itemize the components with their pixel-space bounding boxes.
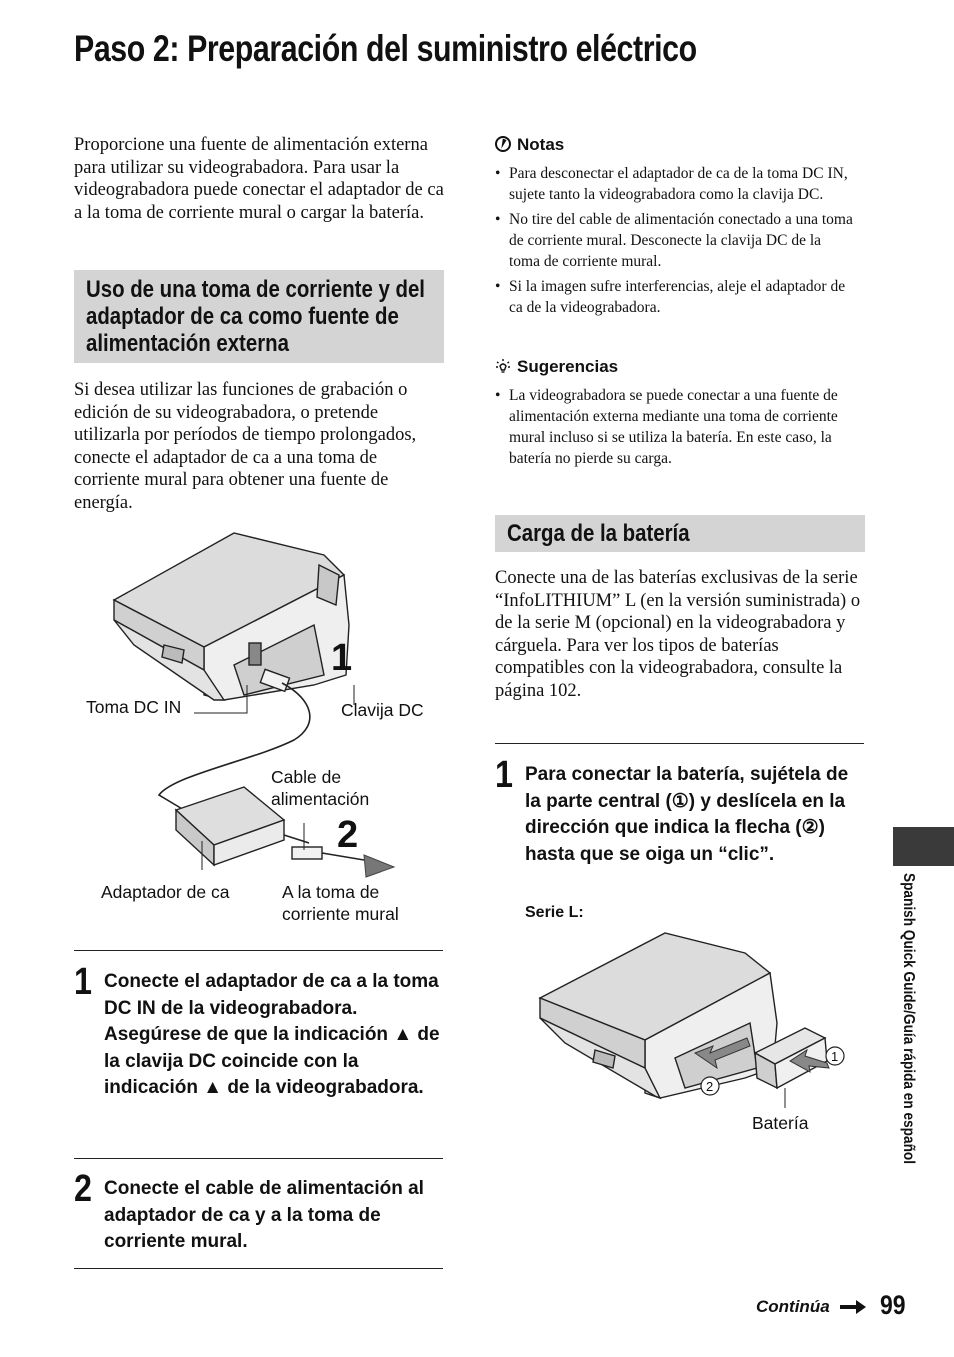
label-battery: Batería [752, 1113, 809, 1133]
list-item: • La videograbadora se puede conectar a una fuente de alimentación externa mediante una toma de corriente mural incluso si se utiliza la batería. En este caso, la batería no pierde su carga. [495, 385, 855, 469]
divider [74, 1268, 443, 1269]
continue-label: Continúa [756, 1297, 830, 1316]
sidebar-guide-title-text: Spanish Quick Guide/Guía rápida en español [900, 873, 917, 1165]
label-power-cord-1: Cable de [271, 767, 342, 787]
section-battery-text: Conecte una de las baterías exclusivas de la serie “InfoLITHIUM” L (en la versión suministrada) o de la serie M (opcional) en la videograbadora y cárguela. Para ver los tipos de baterías compatibles con la videograbadora, consulte la página 102. [495, 568, 861, 701]
page-number: 99 [880, 1290, 906, 1320]
notes-list [495, 163, 855, 322]
divider [495, 743, 864, 744]
section-heading-battery-text: Carga de la batería [507, 520, 690, 547]
step-text: Conecte el adaptador de ca a la toma DC IN de la videograbadora. Asegúrese de que la indicación ▲ de la clavija DC coincide con la indicación ▲ de la videograbadora. [104, 971, 440, 1098]
list-item: • Para desconectar el adaptador de ca de la toma DC IN, sujete tanto la videograbadora como la clavija DC. [495, 163, 855, 205]
section-heading-power-text: Uso de una toma de corriente y del adaptador de ca como fuente de alimentación externa [86, 276, 425, 357]
mark-2: 2 [706, 1079, 714, 1094]
section-heading-battery [495, 515, 865, 552]
step-text: Para conectar la batería, sujétela de la parte central (①) y deslícela en la dirección que indica la flecha (②) hasta que se oiga un “clic”. [525, 764, 849, 865]
divider [74, 950, 443, 951]
label-dc-in: Toma DC IN [86, 697, 182, 717]
label-wall-outlet-2: corriente mural [282, 904, 399, 924]
divider [74, 1158, 443, 1159]
series-label: Serie L: [525, 904, 584, 921]
notes-heading [495, 135, 564, 155]
label-ac-adapter: Adaptador de ca [101, 882, 230, 902]
battery-illustration [535, 928, 865, 1108]
label-dc-plug: Clavija DC [341, 700, 424, 720]
section-power-body [74, 379, 446, 514]
tips-heading-text: Sugerencias [517, 357, 619, 376]
step-text: Conecte el cable de alimentación al adaptador de ca y a la toma de corriente mural. [104, 1178, 424, 1252]
section-battery-body [495, 567, 865, 702]
notes-icon [495, 136, 511, 152]
label-wall-outlet-1: A la toma de [282, 882, 380, 902]
section-power-text: Si desea utilizar las funciones de grabación o edición de su videograbadora, o pretende utilizarla por períodos de tiempo prolongados, conecte el adaptador de ca a una toma de corriente mural para obtener una fuente de energía. [74, 380, 417, 513]
lightbulb-icon [495, 358, 511, 374]
step-number: 1 [495, 754, 513, 796]
sidebar-guide-title [899, 873, 917, 1263]
step-number: 2 [74, 1168, 92, 1210]
tips-heading [495, 357, 618, 377]
arrow-right-icon [840, 1300, 866, 1314]
intro-block [74, 134, 444, 224]
list-item: • Si la imagen sufre interferencias, aleje el adaptador de ca de la videograbadora. [495, 276, 855, 318]
section-tab-marker [893, 827, 954, 866]
section-heading-power [74, 270, 444, 363]
figure-step-mark-1: 1 [331, 637, 353, 679]
page-title: Paso 2: Preparación del suministro eléctrico [74, 28, 697, 69]
step-number: 1 [74, 961, 92, 1003]
camcorder-illustration [114, 533, 349, 700]
mark-1: 1 [831, 1049, 839, 1064]
figure-step-mark-2: 2 [337, 814, 359, 856]
list-item: • No tire del cable de alimentación conectado a una toma de corriente mural. Desconecte la clavija DC de la toma de corriente mural. [495, 209, 855, 272]
ac-adapter-body [176, 787, 284, 865]
intro-text: Proporcione una fuente de alimentación externa para utilizar su videograbadora. Para usar la videograbadora puede conectar el adaptador de ca a la toma de corriente mural o cargar la batería. [74, 135, 444, 223]
label-power-cord-2: alimentación [271, 789, 370, 809]
notes-heading-text: Notas [517, 135, 565, 154]
tips-list [495, 385, 855, 473]
